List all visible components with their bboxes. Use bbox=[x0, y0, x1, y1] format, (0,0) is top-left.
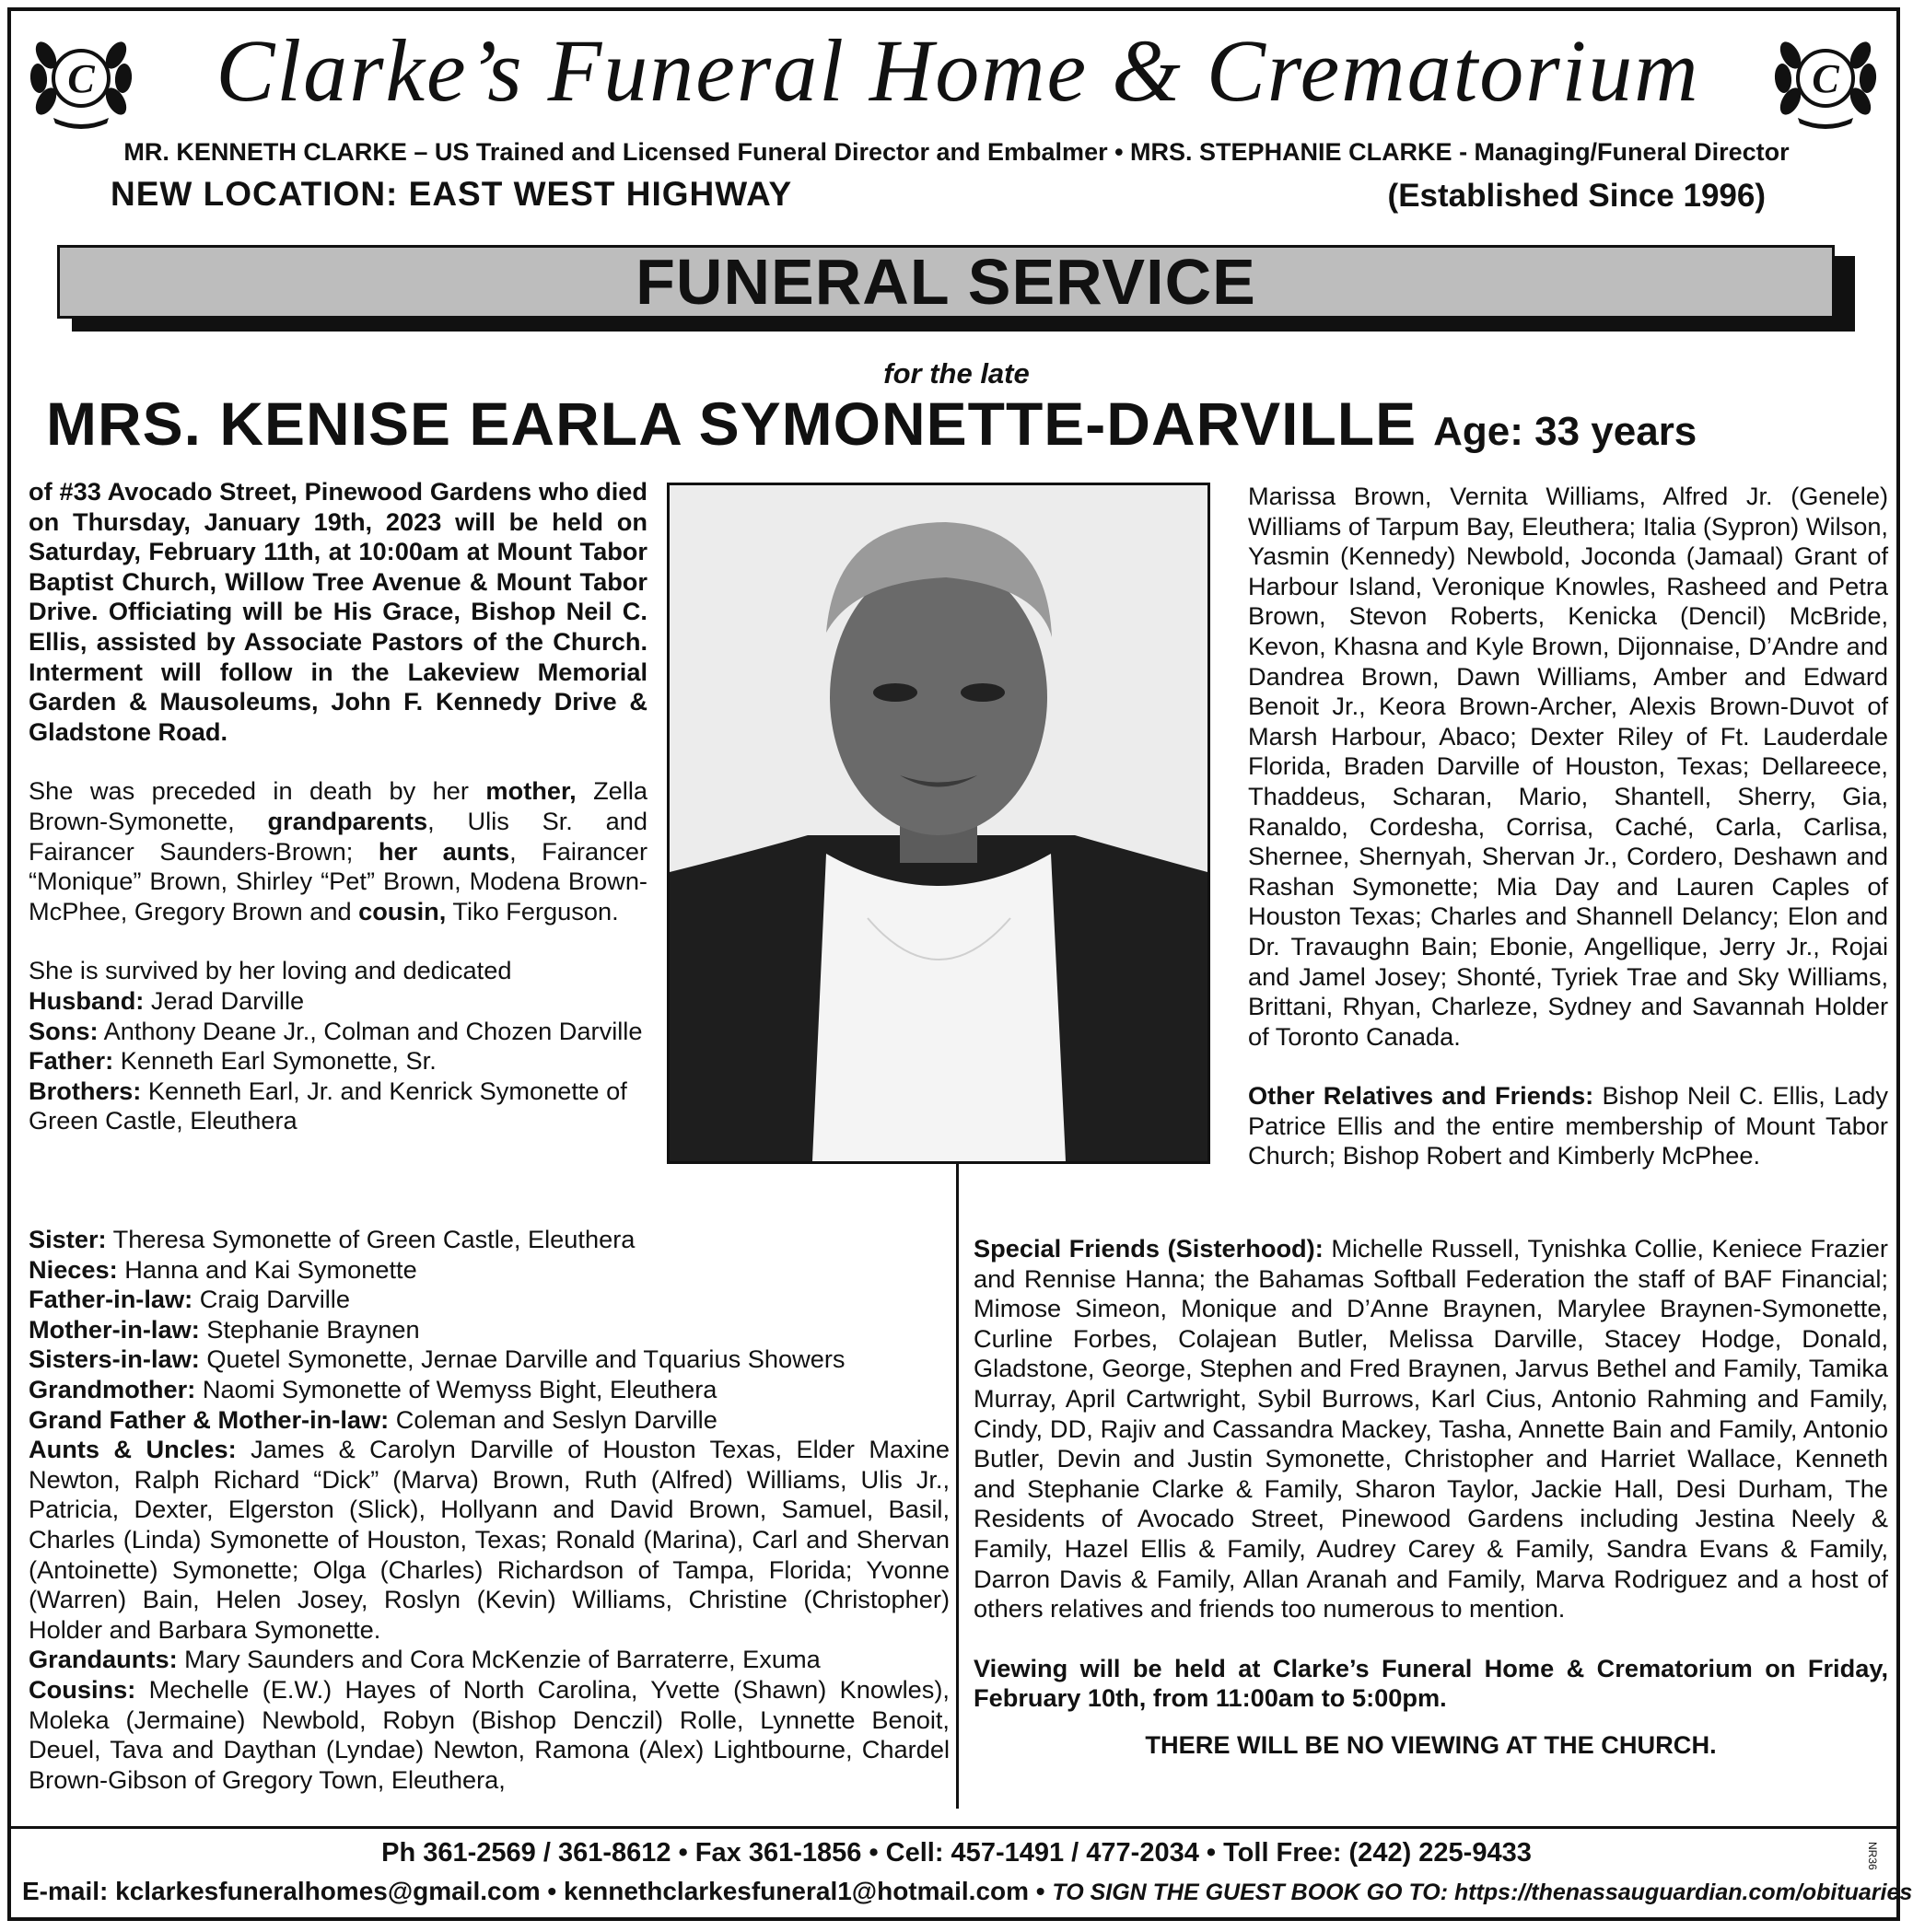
preceded-paragraph: She was preceded in death by her mother, Zella Brown-Symonette, grandparents, Ulis Sr. and Fairancer Saunders-Brown; her aunts, Fairancer “Monique” Brown, Shirley “Pet” Brown, Modena Brown-McPhee, Gregory Brown and cousin, Tiko Ferguson. bbox=[29, 776, 648, 925]
wreath-logo-icon bbox=[1770, 28, 1881, 129]
email-line: E-mail: kclarkesfuneralhomes@gmail.com • kennethclarkesfuneral1@hotmail.com • TO SIGN THE GUEST BOOK GO TO: https://thenassauguardian.com/obituaries bbox=[22, 1877, 1913, 1905]
new-location: NEW LOCATION: EAST WEST HIGHWAY bbox=[111, 175, 793, 213]
sisters-in-law-entry: Sisters-in-law: Quetel Symonette, Jernae Darville and Tquarius Showers bbox=[29, 1344, 846, 1374]
wreath-logo-icon bbox=[26, 28, 136, 129]
no-viewing-notice: THERE WILL BE NO VIEWING AT THE CHURCH. bbox=[1145, 1729, 1717, 1759]
portrait-illustration bbox=[670, 485, 1207, 1161]
other-relatives-entry: Other Relatives and Friends: Bishop Neil C. Ellis, Lady Patrice Ellis and the entire membership of Mount Tabor Church; Bishop Robert and Kimberly McPhee. bbox=[1248, 1081, 1889, 1170]
cousins-entry: Cousins: Mechelle (E.W.) Hayes of North Carolina, Yvette (Shawn) Knowles), Moleka (Jermaine) Newbold, Robyn (Bishop Denczil) Rolle, Lynnette Benoit, Deuel, Tava and Daythan (Lyndae) Newton, Ramona (Alex) Lightbourne, Chardel Brown-Gibson of Gregory Town, Eleuthera, bbox=[29, 1674, 950, 1794]
established-since: (Established Since 1996) bbox=[1387, 178, 1766, 214]
right-column-lower bbox=[974, 1234, 1888, 1761]
deceased-name-line bbox=[46, 389, 1697, 459]
deceased-name: MRS. KENISE EARLA SYMONETTE-DARVILLE bbox=[46, 390, 1417, 458]
phone-numbers: Ph 361-2569 / 361-8612 • Fax 361-1856 • Cell: 457-1491 / 477-2034 • Toll Free: (242) 225-9433 bbox=[381, 1838, 1532, 1868]
survived-intro: She is survived by her loving and dedicated bbox=[29, 956, 512, 985]
grandaunts-entry: Grandaunts: Mary Saunders and Cora McKenzie of Barraterre, Exuma bbox=[29, 1645, 821, 1674]
husband-entry: Husband: Jerad Darville bbox=[29, 985, 305, 1015]
cousins-continued: Marissa Brown, Vernita Williams, Alfred Jr. (Genele) Williams of Tarpum Bay, Eleuthera; Italia (Sypron) Wilson, Yasmin (Kennedy) Newbold, Joconda (Jamaal) Grant of Harbour Island, Veronique Knowles, Rasheed and Petra Brown, Stevon Roberts, Kenicka (Dencil) McBride, Kevon, Khasna and Kyle Brown, Dijonnaise, D’Andre and Dandrea Brown, Dawn Williams, Amber and Edward Benoit Jr., Keora Brown-Archer, Alexis Brown-Duvot of Marsh Harbour, Abaco; Dexter Riley of Ft. Lauderdale Florida, Braden Darville of Houston, Texas; Dellareece, Thaddeus, Scharan, Mario, Shantell, Sherry, Gia, Ranaldo, Cordesha, Corrisa, Caché, Carla, Carlisa, Shernee, Shernyah, Shervan Jr., Cordero, Deshawn and Rashan Symonette; Mia Day and Lauren Caples of Houston Texas; Charles and Shannell Delancy; Elon and Dr. Travaughn Bain; Ebonie, Angellique, Jerry Jr., Rojai and Jamel Josey; Shonté, Tyriek Trae and Sky Williams, Brittani, Rhyan, Charleze, Sydney and Savannah Holder of Toronto Canada. bbox=[1248, 482, 1888, 1051]
nieces-entry: Nieces: Hanna and Kai Symonette bbox=[29, 1254, 417, 1284]
father-entry: Father: Kenneth Earl Symonette, Sr. bbox=[29, 1046, 437, 1076]
brothers-entry: Brothers: Kenneth Earl, Jr. and Kenrick Symonette of Green Castle, Eleuthera bbox=[29, 1076, 627, 1135]
funeral-home-name: Clarke’s Funeral Home & Crematorium bbox=[216, 21, 1700, 120]
deceased-age: Age: 33 years bbox=[1433, 409, 1697, 454]
grandmother-entry: Grandmother: Naomi Symonette of Wemyss Bight, Eleuthera bbox=[29, 1374, 717, 1403]
grand-father-entry: Grand Father & Mother-in-law: Coleman and Seslyn Darville bbox=[29, 1404, 717, 1434]
sons-entry: Sons: Anthony Deane Jr., Colman and Chozen Darville bbox=[29, 1016, 643, 1045]
right-column bbox=[1248, 482, 1888, 1171]
portrait-photo bbox=[667, 483, 1210, 1164]
funeral-service-banner: FUNERAL SERVICE bbox=[57, 245, 1835, 319]
for-the-late: for the late bbox=[883, 357, 1030, 390]
service-details: of #33 Avocado Street, Pinewood Gardens who died on Thursday, January 19th, 2023 will be held on Saturday, February 11th, at 10:00am at Mount Tabor Baptist Church, Willow Tree Avenue & Mount Tabor Drive. Officiating will be His Grace, Bishop Neil C. Ellis, assisted by Associate Pastors of the Church. Interment will follow in the Lakeview Memorial Garden & Mausoleums, John F. Kennedy Drive & Gladstone Road. bbox=[29, 477, 647, 746]
special-friends-entry: Special Friends (Sisterhood): Michelle Russell, Tynishka Collie, Keniece Frazier and Rennise Hanna; the Bahamas Softball Federation the staff of BAF Financial; Mimose Simeon, Monique and D’Anne Braynen, Marylee Braynen-Symonette, Curline Forbes, Colajean Butler, Melissa Darville, Stacey Hodge, Donald, Gladstone, George, Stephen and Fred Braynen, Jarvus Bethel and Family, Tamika Murray, April Cartwright, Sybil Burrows, Karl Cius, Antonio Rahming and Family, Cindy, DD, Rajiv and Cassandra Mackey, Tasha, Annette Bain and Family, Antonio Butler, Devin and Justin Symonette, Christopher and Harriet Wallace, Kenneth and Stephanie Clarke & Family, Sharon Taylor, Jackie Hall, Desi Durham, The Residents of Avocado Street, Pinewood Gardens including Jestina Neely & Family, Hazel Ellis & Family, Audrey Carey & Family, Sandra Evans & Family, Darron Davis & Family, Allan Aranah and Family, Marva Rodriguez and a host of others relatives and friends too numerous to mention. bbox=[974, 1234, 1888, 1624]
ad-code: NR36 bbox=[1866, 1842, 1879, 1870]
guestbook-link[interactable]: TO SIGN THE GUEST BOOK GO TO: https://thenassauguardian.com/obituaries bbox=[1052, 1880, 1913, 1905]
mother-in-law-entry: Mother-in-law: Stephanie Braynen bbox=[29, 1314, 420, 1344]
father-in-law-entry: Father-in-law: Craig Darville bbox=[29, 1285, 350, 1314]
directors-line: MR. KENNETH CLARKE – US Trained and Licensed Funeral Director and Embalmer • MRS. STEPHANIE CLARKE - Managing/Funeral Director bbox=[123, 138, 1790, 166]
column-divider bbox=[956, 1164, 959, 1809]
viewing-notice: Viewing will be held at Clarke’s Funeral Home & Crematorium on Friday, February 10th, from 11:00am to 5:00pm. bbox=[974, 1653, 1888, 1713]
left-column bbox=[29, 477, 647, 1136]
svg-text:C: C bbox=[67, 56, 95, 101]
left-column-lower bbox=[29, 1225, 950, 1795]
sister-entry: Sister: Theresa Symonette of Green Castle, Eleuthera bbox=[29, 1225, 636, 1253]
aunts-uncles-entry: Aunts & Uncles: James & Carolyn Darville of Houston Texas, Elder Maxine Newton, Ralph Richard “Dick” (Marva) Brown, Ruth (Alfred) Williams, Ulis Jr., Patricia, Dexter, Elgerston (Slick), Hollyann and David Brown, Samuel, Basil, Charles (Linda) Symonette of Houston, Texas; Ronald (Marina), Carl and Shervan (Antoinette) Symonette; Olga (Charles) Richardson of Tampa, Florida; Yvonne (Warren) Bain, Helen Josey, Roslyn (Kevin) Williams, Christine (Christopher) Holder and Barbara Symonette. bbox=[29, 1435, 950, 1644]
footer-divider bbox=[7, 1826, 1900, 1829]
svg-text:C: C bbox=[1812, 56, 1839, 101]
